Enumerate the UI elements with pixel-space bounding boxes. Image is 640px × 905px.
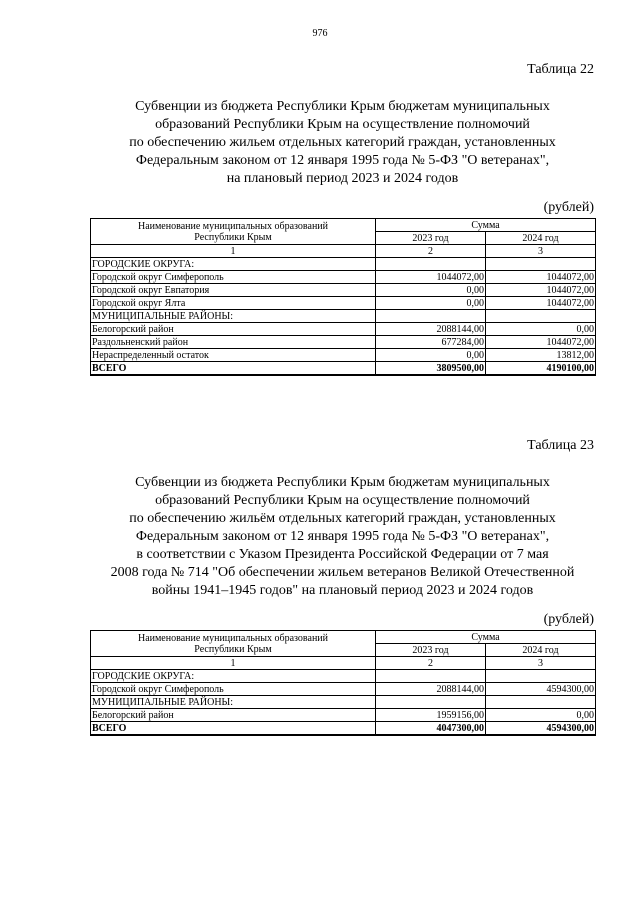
value-2023: 677284,00 [376, 336, 486, 349]
table-23 [90, 630, 596, 736]
total-label: ВСЕГО [91, 722, 376, 736]
title-line: 2008 года № 714 "Об обеспечении жильем ветеранов Великой Отечественной [110, 565, 575, 580]
total-row [91, 362, 596, 376]
table-row [91, 670, 596, 683]
table-row [91, 696, 596, 709]
total-row [91, 722, 596, 736]
value-2024: 0,00 [486, 709, 596, 722]
row-name: Городской округ Симферополь [91, 683, 376, 696]
row-name: ГОРОДСКИЕ ОКРУГА: [91, 258, 376, 271]
row-name: Городской округ Евпатория [91, 284, 376, 297]
year-2024-header: 2024 год [486, 232, 596, 245]
row-name: Раздольненский район [91, 336, 376, 349]
row-name: Белогорский район [91, 323, 376, 336]
row-name: ГОРОДСКИЕ ОКРУГА: [91, 670, 376, 683]
column-number: 3 [486, 657, 596, 670]
value-2023 [376, 258, 486, 271]
title-line: Субвенции из бюджета Республики Крым бюджетам муниципальных [135, 475, 550, 490]
table-row [91, 310, 596, 323]
total-2024: 4190100,00 [486, 362, 596, 376]
column-number: 2 [376, 245, 486, 258]
column-number: 1 [91, 245, 376, 258]
value-2024: 1044072,00 [486, 336, 596, 349]
sum-column-header: Сумма [376, 219, 596, 232]
header-row [91, 219, 596, 232]
table-22-title [90, 98, 595, 188]
table-row [91, 683, 596, 696]
table-23-label: Таблица 23 [527, 438, 594, 453]
title-line: образований Республики Крым на осуществление полномочий [155, 493, 530, 508]
table-row [91, 271, 596, 284]
value-2023: 2088144,00 [376, 683, 486, 696]
value-2023 [376, 696, 486, 709]
value-2024: 0,00 [486, 323, 596, 336]
column-number-row [91, 245, 596, 258]
value-2023 [376, 310, 486, 323]
table-23-title [90, 474, 595, 600]
row-name: Городской округ Симферополь [91, 271, 376, 284]
value-2023: 0,00 [376, 297, 486, 310]
value-2024 [486, 258, 596, 271]
value-2024 [486, 310, 596, 323]
title-line: Федеральным законом от 12 января 1995 года № 5-ФЗ "О ветеранах", [135, 529, 550, 544]
column-number: 3 [486, 245, 596, 258]
title-line: по обеспечению жильем отдельных категорий граждан, установленных [129, 135, 556, 150]
table-row [91, 258, 596, 271]
header-row [91, 631, 596, 644]
total-2023: 4047300,00 [376, 722, 486, 736]
total-2024: 4594300,00 [486, 722, 596, 736]
row-name: Белогорский район [91, 709, 376, 722]
value-2024: 1044072,00 [486, 284, 596, 297]
column-number: 2 [376, 657, 486, 670]
title-line: на плановый период 2023 и 2024 годов [226, 171, 459, 186]
table-row [91, 297, 596, 310]
table-row [91, 336, 596, 349]
row-name: Нераспределенный остаток [91, 349, 376, 362]
table-row [91, 709, 596, 722]
table-22-unit: (рублей) [543, 200, 594, 215]
year-2023-header: 2023 год [376, 644, 486, 657]
value-2023: 2088144,00 [376, 323, 486, 336]
page-number: 976 [312, 28, 328, 39]
value-2023: 0,00 [376, 349, 486, 362]
total-2023: 3809500,00 [376, 362, 486, 376]
value-2024 [486, 670, 596, 683]
name-column-header: Наименование муниципальных образований Республики Крым [91, 219, 376, 245]
column-number: 1 [91, 657, 376, 670]
value-2024 [486, 696, 596, 709]
value-2024: 13812,00 [486, 349, 596, 362]
value-2023: 1044072,00 [376, 271, 486, 284]
year-2024-header: 2024 год [486, 644, 596, 657]
value-2024: 1044072,00 [486, 271, 596, 284]
title-line: Субвенции из бюджета Республики Крым бюджетам муниципальных [135, 99, 550, 114]
sum-column-header: Сумма [376, 631, 596, 644]
year-2023-header: 2023 год [376, 232, 486, 245]
column-number-row [91, 657, 596, 670]
table-row [91, 349, 596, 362]
table-row [91, 284, 596, 297]
title-line: по обеспечению жильём отдельных категорий граждан, установленных [129, 511, 556, 526]
value-2023: 0,00 [376, 284, 486, 297]
title-line: в соответствии с Указом Президента Российской Федерации от 7 мая [136, 547, 549, 562]
title-line: войны 1941–1945 годов" на плановый период 2023 и 2024 годов [151, 583, 534, 598]
title-line: Федеральным законом от 12 января 1995 года № 5-ФЗ "О ветеранах", [135, 153, 550, 168]
title-line: образований Республики Крым на осуществление полномочий [155, 117, 530, 132]
table-22 [90, 218, 596, 376]
row-name: МУНИЦИПАЛЬНЫЕ РАЙОНЫ: [91, 310, 376, 323]
name-column-header: Наименование муниципальных образований Республики Крым [91, 631, 376, 657]
value-2023: 1959156,00 [376, 709, 486, 722]
table-row [91, 323, 596, 336]
table-23-unit: (рублей) [543, 612, 594, 627]
value-2024: 1044072,00 [486, 297, 596, 310]
table-22-label: Таблица 22 [527, 62, 594, 77]
value-2024: 4594300,00 [486, 683, 596, 696]
value-2023 [376, 670, 486, 683]
row-name: Городской округ Ялта [91, 297, 376, 310]
row-name: МУНИЦИПАЛЬНЫЕ РАЙОНЫ: [91, 696, 376, 709]
total-label: ВСЕГО [91, 362, 376, 376]
